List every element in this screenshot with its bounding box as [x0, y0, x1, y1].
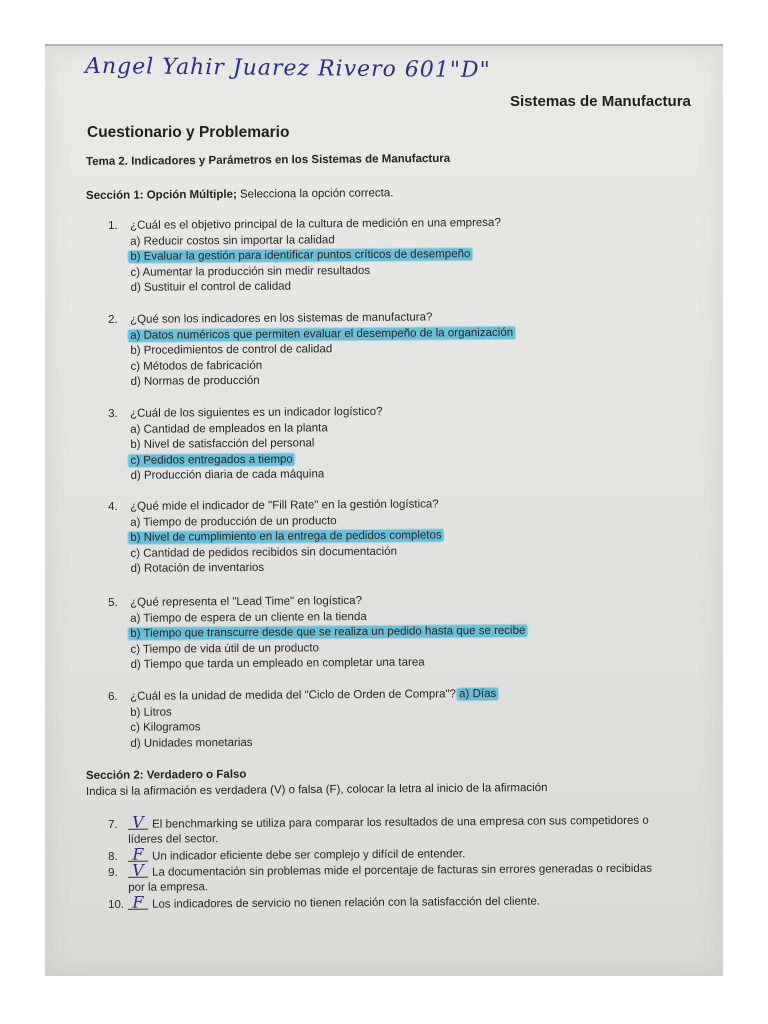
handwritten-answer: V — [128, 816, 148, 830]
statement-text-cont: por la empresa. — [128, 880, 209, 894]
handwritten-student-name: Angel Yahir Juarez Rivero 601"D" — [84, 53, 491, 84]
statement-number: 10. — [108, 898, 125, 911]
question-text: ¿Qué son los indicadores en los sistemas de manufactura? — [130, 311, 433, 326]
subject-heading: Sistemas de Manufactura — [510, 93, 691, 110]
option-selected — [108, 247, 501, 266]
statement-text-cont: líderes del sector. — [128, 832, 219, 846]
answer-highlight: a) Días — [459, 687, 497, 701]
question-number: 4. — [108, 500, 118, 513]
option: c) Métodos de fabricación — [130, 359, 263, 373]
option: a) Cantidad de empleados en la planta — [130, 421, 328, 436]
section2-header — [86, 769, 247, 782]
question-number: 3. — [108, 407, 118, 420]
option: d) Normas de producción — [130, 375, 260, 389]
answer-highlight: c) Pedidos entregados a tiempo — [130, 453, 293, 467]
question-text: ¿Qué representa el "Lead Time" en logística? — [130, 595, 363, 609]
option: b) Nivel de satisfacción del personal — [130, 437, 315, 452]
option: d) Unidades monetarias — [130, 736, 253, 750]
option: d) Tiempo que tarda un empleado en completar una tarea — [130, 656, 425, 672]
answer-highlight: a) Datos numéricos que permiten evaluar el desempeño de la organización — [130, 326, 514, 342]
option-selected — [108, 624, 527, 643]
option: c) Aumentar la producción sin medir resultados — [130, 264, 371, 279]
handwritten-answer: V — [128, 864, 148, 878]
option: a) Reducir costos sin importar la calidad — [130, 233, 335, 248]
option: c) Kilogramos — [130, 721, 201, 735]
section1-instruction: Selecciona la opción correcta. — [236, 187, 394, 201]
statement-text: Los indicadores de servicio no tienen relación con la satisfacción del cliente. — [152, 895, 541, 911]
question-4 — [108, 497, 444, 578]
option: b) Litros — [130, 706, 172, 719]
question-text: ¿Qué mide el indicador de "Fill Rate" en la gestión logística? — [130, 498, 439, 513]
section1-label: Sección 1: Opción Múltiple; — [85, 188, 237, 202]
option: a) Tiempo de espera de un cliente en la tienda — [130, 610, 367, 625]
question-6 — [108, 687, 499, 752]
question-text: ¿Cuál de los siguientes es un indicador logístico? — [130, 405, 383, 420]
option: b) Procedimientos de control de calidad — [130, 343, 333, 358]
topic-heading: Tema 2. Indicadores y Parámetros en los Sistemas de Manufactura — [85, 152, 451, 168]
option: d) Rotación de inventarios — [130, 562, 265, 576]
question-1 — [108, 216, 501, 297]
question-3 — [108, 405, 383, 485]
question-text: ¿Cuál es el objetivo principal de la cultura de medición en una empresa? — [130, 216, 501, 232]
option: d) Producción diaria de cada máquina — [130, 468, 325, 483]
answer-highlight: b) Evaluar la gestión para identificar puntos críticos de desempeño — [130, 248, 471, 264]
statement-number: 7. — [108, 818, 118, 831]
statement-7 — [108, 811, 708, 847]
question-5 — [108, 593, 528, 674]
question-text: ¿Cuál es la unidad de medida del "Ciclo de Orden de Compra"? — [130, 688, 456, 703]
question-number: 5. — [108, 596, 118, 609]
handwritten-answer: F — [128, 896, 148, 910]
statement-number: 8. — [108, 850, 118, 863]
statement-text: El benchmarking se utiliza para comparar los resultados de una empresa con sus competidores o — [152, 814, 649, 831]
question-2 — [108, 310, 516, 391]
answer-highlight: b) Tiempo que transcurre desde que se realiza un pedido hasta que se recibe — [130, 624, 526, 641]
statement-9 — [108, 859, 708, 895]
statement-text: La documentación sin problemas mide el porcentaje de facturas sin errores generadas o recibidas — [152, 862, 652, 879]
document-title: Cuestionario y Problemario — [87, 124, 290, 141]
option: a) Tiempo de producción de un producto — [130, 514, 337, 529]
answer-highlight: b) Nivel de cumplimiento en la entrega de pedidos completos — [130, 529, 442, 545]
question-number: 2. — [108, 313, 118, 326]
option: c) Tiempo de vida útil de un producto — [130, 642, 320, 656]
handwritten-answer: F — [128, 848, 148, 862]
statement-text: Un indicador eficiente debe ser complejo y difícil de entender. — [152, 848, 466, 863]
question-number: 1. — [108, 219, 118, 232]
question-number: 6. — [108, 690, 118, 703]
statement-number: 9. — [108, 866, 118, 879]
section2-instruction: Indica si la afirmación es verdadera (V) o falsa (F), colocar la letra al inicio de la afirmación — [85, 781, 548, 798]
section2-label: Sección 2: Verdadero o Falso — [85, 768, 247, 782]
option: d) Sustituir el control de calidad — [130, 280, 292, 295]
option: c) Cantidad de pedidos recibidos sin documentación — [130, 545, 398, 560]
